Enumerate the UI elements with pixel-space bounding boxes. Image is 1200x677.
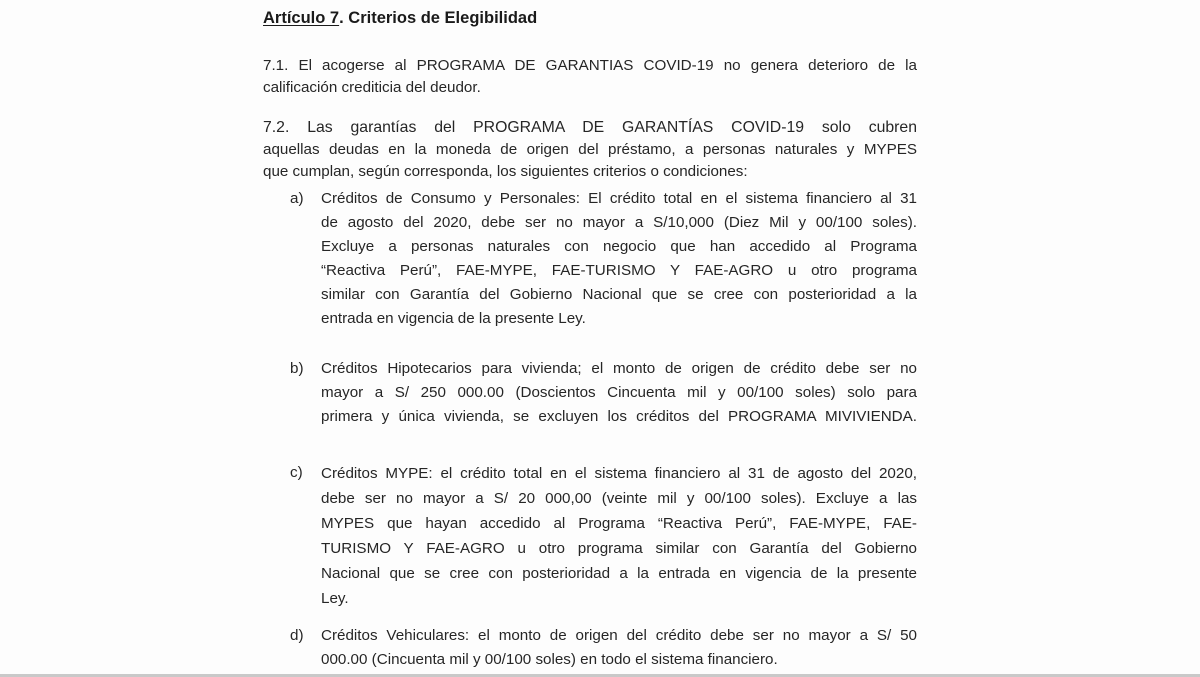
item-body: [321, 357, 917, 429]
item-line: TURISMO Y FAE-AGRO u otro programa similar con Garantía del Gobierno: [321, 540, 917, 557]
item-line: Ley.: [321, 590, 349, 607]
item-line: 000.00 (Cincuenta mil y 00/100 soles) en todo el sistema financiero.: [321, 651, 778, 668]
item-body: [321, 624, 917, 672]
paragraph-line: calificación crediticia del deudor.: [263, 79, 481, 96]
item-line: Excluye a personas naturales con negocio que han accedido al Programa: [321, 238, 917, 255]
item-line: de agosto del 2020, debe ser no mayor a S/10,000 (Diez Mil y 00/100 soles).: [321, 214, 917, 231]
item-marker: b): [290, 360, 304, 377]
item-line: Créditos Vehiculares: el monto de origen del crédito debe ser no mayor a S/ 50: [321, 627, 917, 644]
item-line: Créditos MYPE: el crédito total en el sistema financiero al 31 de agosto del 2020,: [321, 465, 917, 482]
item-marker: c): [290, 464, 303, 481]
item-marker: d): [290, 627, 304, 644]
item-line: Créditos de Consumo y Personales: El crédito total en el sistema financiero al 31: [321, 190, 917, 207]
paragraph-7-1: [263, 55, 917, 99]
item-line: debe ser no mayor a S/ 20 000,00 (veinte mil y 00/100 soles). Excluye a las: [321, 490, 917, 507]
item-body: [321, 461, 917, 611]
item-line: entrada en vigencia de la presente Ley.: [321, 310, 586, 327]
paragraph-7-2: [263, 117, 917, 183]
article-title: . Criterios de Elegibilidad: [339, 9, 538, 27]
paragraph-line: que cumplan, según corresponda, los siguientes criterios o condiciones:: [263, 163, 748, 180]
item-line: primera y única vivienda, se excluyen los créditos del PROGRAMA MIVIVIENDA.: [321, 408, 917, 425]
paragraph-line: 7.2. Las garantías del PROGRAMA DE GARANTÍAS COVID-19 solo cubren: [263, 119, 917, 136]
paragraph-line: 7.1. El acogerse al PROGRAMA DE GARANTIAS COVID-19 no genera deterioro de la: [263, 57, 917, 74]
item-line: Créditos Hipotecarios para vivienda; el monto de origen de crédito debe ser no: [321, 360, 917, 377]
item-line: MYPES que hayan accedido al Programa “Reactiva Perú”, FAE-MYPE, FAE-: [321, 515, 917, 532]
item-marker: a): [290, 190, 304, 207]
article-number: Artículo 7: [263, 9, 340, 27]
item-line: similar con Garantía del Gobierno Nacional que se cree con posterioridad a la: [321, 286, 917, 303]
item-body: [321, 187, 917, 331]
paragraph-line: aquellas deudas en la moneda de origen del préstamo, a personas naturales y MYPES: [263, 141, 917, 158]
item-line: Nacional que se cree con posterioridad a la entrada en vigencia de la presente: [321, 565, 917, 582]
article-heading: [263, 9, 537, 28]
item-line: mayor a S/ 250 000.00 (Doscientos Cincuenta mil y 00/100 soles) solo para: [321, 384, 917, 401]
item-line: “Reactiva Perú”, FAE-MYPE, FAE-TURISMO Y FAE-AGRO u otro programa: [321, 262, 917, 279]
